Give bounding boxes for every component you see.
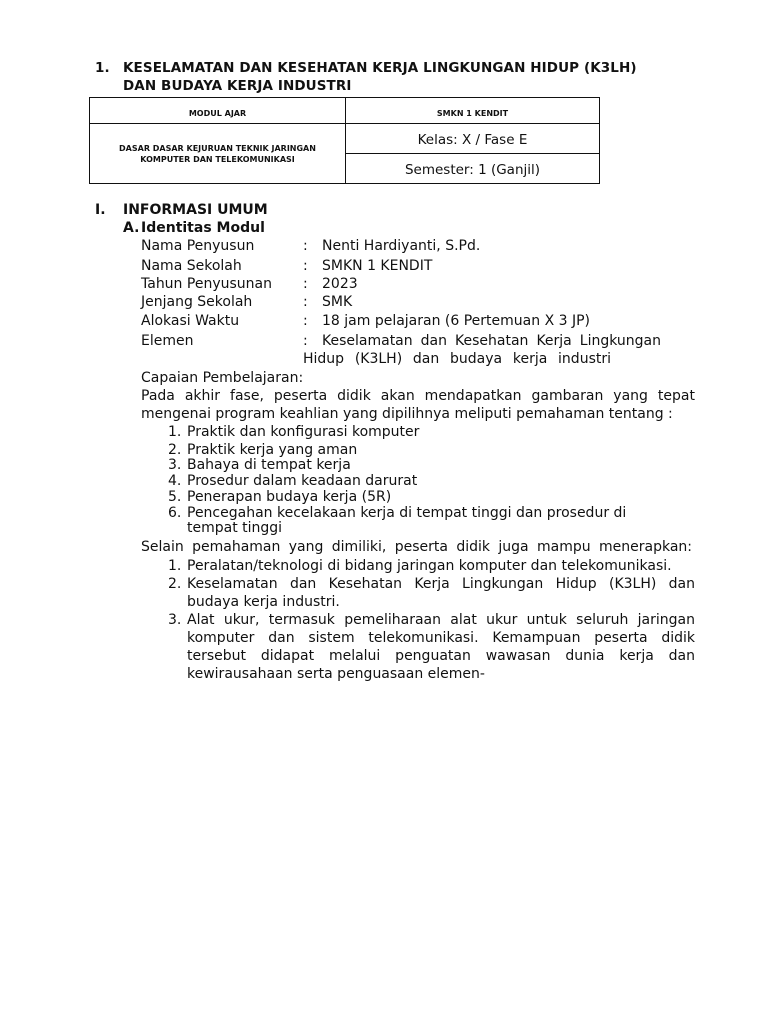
capaian-heading: Capaian Pembelajaran: xyxy=(141,370,304,386)
list-item: Praktik kerja yang aman xyxy=(187,442,358,458)
identity-label: Elemen xyxy=(141,333,194,349)
identity-colon: : xyxy=(303,238,308,254)
list-number: 3. xyxy=(168,457,182,473)
identity-colon: : xyxy=(303,258,308,274)
list-number: 5. xyxy=(168,489,182,505)
capaian-intro-line: mengenai program keahlian yang dipilihnya meliputi pemahaman tentang : xyxy=(141,406,673,422)
section-numeral: I. xyxy=(95,202,106,218)
identity-label: Tahun Penyusunan xyxy=(141,276,272,292)
identity-label: Alokasi Waktu xyxy=(141,313,240,329)
identity-value-cont: Hidup (K3LH) dan budaya kerja industri xyxy=(303,351,611,367)
module-header-table xyxy=(89,97,600,184)
list-item-cont: kewirausahaan serta penguasaan elemen- xyxy=(187,666,485,682)
subject-line-2: KOMPUTER DAN TELEKOMUNIKASI xyxy=(140,154,295,164)
list-number: 1. xyxy=(168,424,182,440)
identity-value: Keselamatan dan Kesehatan Kerja Lingkungan xyxy=(322,333,661,349)
kelas-text: Kelas: X / Fase E xyxy=(417,132,528,148)
cell-school xyxy=(346,98,600,124)
modul-ajar-label: MODUL AJAR xyxy=(188,109,247,118)
identity-colon: : xyxy=(303,313,308,329)
identity-label: Jenjang Sekolah xyxy=(141,294,253,310)
identity-value: SMK xyxy=(322,294,353,310)
identity-colon: : xyxy=(303,294,308,310)
identity-label: Nama Sekolah xyxy=(141,258,242,274)
list-item-cont: budaya kerja industri. xyxy=(187,594,340,610)
identity-value: 18 jam pelajaran (6 Pertemuan X 3 JP) xyxy=(322,313,590,329)
capaian-intro-line: Pada akhir fase, peserta didik akan mendapatkan gambaran yang tepat xyxy=(141,388,695,404)
identity-colon: : xyxy=(303,276,308,292)
list-number: 2. xyxy=(168,442,182,458)
cell-semester xyxy=(346,154,600,184)
list-item-cont: tersebut didapat melalui penguatan wawasan dunia kerja dan xyxy=(187,648,695,664)
list-item-cont: komputer dan sistem telekomunikasi. Kemampuan peserta didik xyxy=(187,630,695,646)
subject-line-1: DASAR DASAR KEJURUAN TEKNIK JARINGAN xyxy=(119,143,316,153)
cell-kelas xyxy=(346,124,600,154)
identity-value: SMKN 1 KENDIT xyxy=(322,258,433,274)
semester-text: Semester: 1 (Ganjil) xyxy=(404,162,541,178)
identity-label: Nama Penyusun xyxy=(141,238,255,254)
list-item-cont: tempat tinggi xyxy=(187,520,283,536)
cell-modul-ajar xyxy=(90,98,346,124)
list-number: 3. xyxy=(168,612,182,628)
cell-subject xyxy=(90,124,346,184)
list-item: Peralatan/teknologi di bidang jaringan komputer dan telekomunikasi. xyxy=(187,558,672,574)
list-item: Alat ukur, termasuk pemeliharaan alat ukur untuk seluruh jaringan xyxy=(187,612,695,628)
selain-line: Selain pemahaman yang dimiliki, peserta didik juga mampu menerapkan: xyxy=(141,539,692,555)
list-number: 1. xyxy=(168,558,182,574)
list-item: Prosedur dalam keadaan darurat xyxy=(187,473,418,489)
list-item: Penerapan budaya kerja (5R) xyxy=(187,489,392,505)
list-item: Praktik dan konfigurasi komputer xyxy=(187,424,420,440)
list-number: 6. xyxy=(168,505,182,521)
list-number: 4. xyxy=(168,473,182,489)
identity-colon: : xyxy=(303,333,308,349)
section-title: INFORMASI UMUM xyxy=(123,202,268,218)
title-line-2: DAN BUDAYA KERJA INDUSTRI xyxy=(123,78,352,94)
title-number: 1. xyxy=(95,60,110,76)
list-item: Bahaya di tempat kerja xyxy=(187,457,351,473)
list-item: Keselamatan dan Kesehatan Kerja Lingkungan Hidup (K3LH) dan xyxy=(187,576,695,592)
list-number: 2. xyxy=(168,576,182,592)
subsection-title: Identitas Modul xyxy=(141,220,265,236)
school-label: SMKN 1 KENDIT xyxy=(436,109,509,118)
title-line-1: KESELAMATAN DAN KESEHATAN KERJA LINGKUNGAN HIDUP (K3LH) xyxy=(123,60,637,76)
identity-value: 2023 xyxy=(322,276,358,292)
identity-value: Nenti Hardiyanti, S.Pd. xyxy=(322,238,481,254)
list-item: Pencegahan kecelakaan kerja di tempat tinggi dan prosedur di xyxy=(187,505,627,521)
subsection-letter: A. xyxy=(123,220,140,236)
